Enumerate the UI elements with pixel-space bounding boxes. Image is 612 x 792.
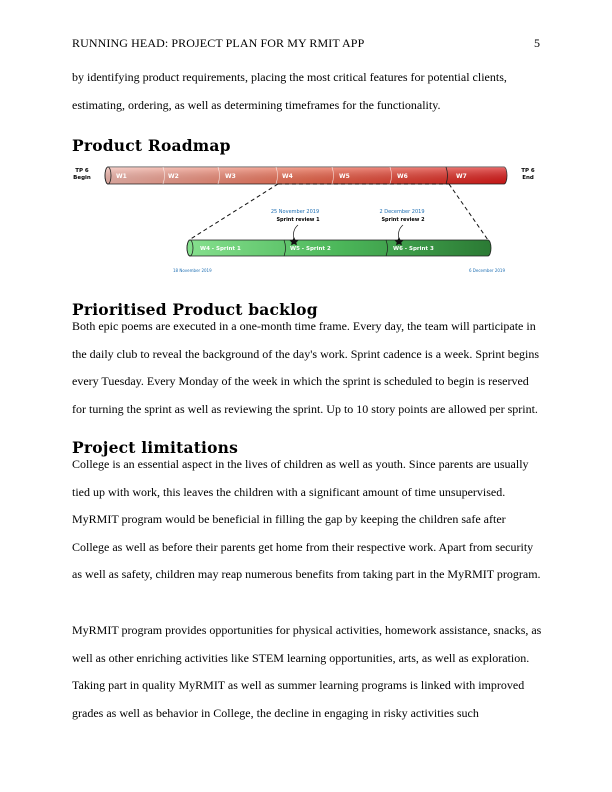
- review-2-label: Sprint review 2: [381, 217, 425, 223]
- review-2-date: 2 December 2019: [379, 209, 425, 215]
- week-label-w6: W6: [397, 173, 408, 180]
- week-label-w5: W5: [339, 173, 350, 180]
- page-number: 5: [534, 36, 540, 50]
- limitations-paragraph-1: College is an essential aspect in the lives of children as well as youth. Since parents are usually tied up with work, this leaves the children with a significant amount of time unsupervised. MyRMIT program would be beneficial in filling the gap by keeping the children safe after College as well as before their parents get home from their respective work. Apart from security as well as safety, children may reap numerous benefits from taking part in the MyRMIT program.: [72, 457, 541, 582]
- backlog-paragraph: Both epic poems are executed in a one-month time frame. Every day, the team will participate in the daily club to reveal the background of the day's work. Sprint cadence is a week. Sprint begins every Tuesday. Every Monday of the week in which the sprint is scheduled to begin is reserved for turning the sprint as well as reviewing the sprint. Up to 10 story points are allowed per sprint.: [72, 319, 540, 416]
- week-label-w1: W1: [116, 173, 127, 180]
- week-label-w2: W2: [168, 173, 179, 180]
- roadmap-heading: Product Roadmap: [72, 136, 231, 155]
- week-label-w4: W4: [282, 173, 293, 180]
- review-2-pointer: [399, 225, 404, 239]
- begin-label-line1: TP 6: [75, 168, 89, 174]
- limitations-paragraph-2: MyRMIT program provides opportunities for physical activities, homework assistance, snacks, as well as other enriching activities like STEM learning opportunities, arts, as well as exploration. Taking part in quality MyRMIT as well as summer learning programs is linked with improved grades as well as behavior in College, the decline in engaging in risky activities such: [72, 623, 542, 720]
- week-label-w3: W3: [225, 173, 236, 180]
- running-head-title: RUNNING HEAD: PROJECT PLAN FOR MY RMIT APP: [72, 36, 365, 50]
- running-header: [72, 36, 540, 52]
- sprint-label-2: W5 - Sprint 2: [290, 246, 331, 252]
- sprints-start-date: 18 November 2019: [173, 268, 212, 273]
- begin-label-line2: Begin: [73, 175, 91, 181]
- intro-paragraph: by identifying product requirements, placing the most critical features for potential clients, estimating, ordering, as well as determining timeframes for the functionality.: [72, 70, 507, 112]
- review-1-label: Sprint review 1: [276, 217, 320, 223]
- sprint-label-3: W6 - Sprint 3: [393, 246, 434, 252]
- limitations-heading: Project limitations: [72, 438, 239, 457]
- zoom-connector: [189, 184, 488, 240]
- end-label-line2: End: [522, 175, 534, 181]
- weeks-timeline-bar: [105, 167, 507, 184]
- backlog-heading: Prioritised Product backlog: [72, 300, 318, 319]
- product-roadmap-diagram: [72, 160, 542, 280]
- review-1-pointer: [294, 225, 299, 239]
- review-1-date: 25 November 2019: [270, 209, 320, 215]
- week-label-w7: W7: [456, 173, 467, 180]
- end-label-line1: TP 6: [521, 168, 535, 174]
- sprints-end-date: 6 December 2019: [468, 268, 505, 273]
- sprint-label-1: W4 - Sprint 1: [200, 246, 241, 252]
